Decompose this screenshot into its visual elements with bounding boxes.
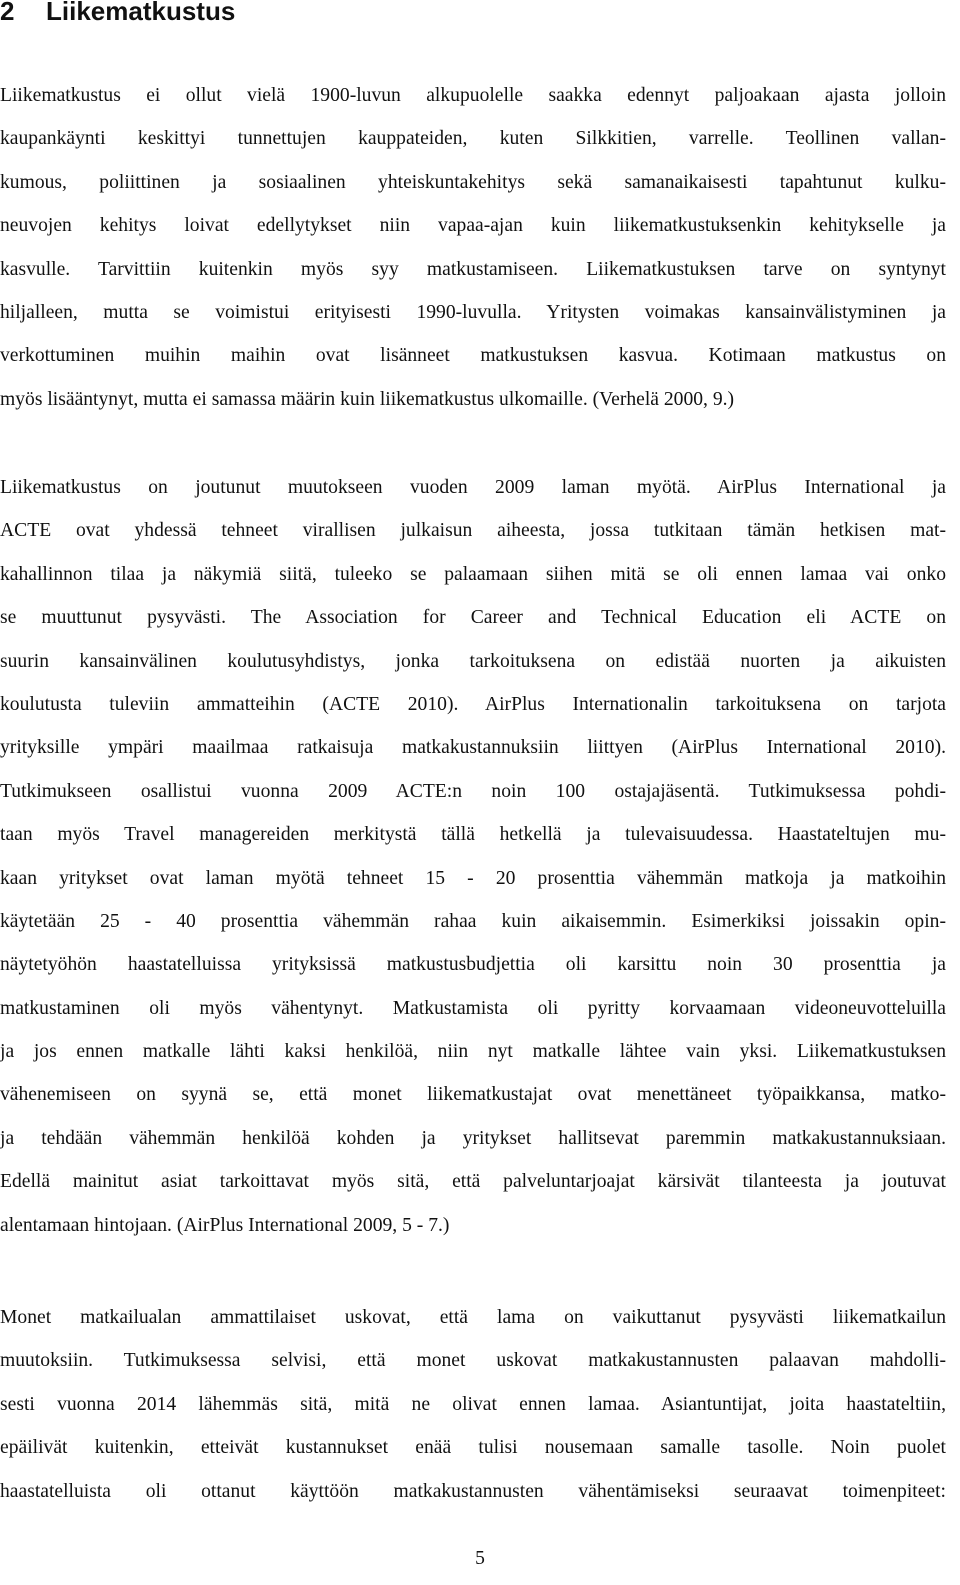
text-line: käytetään 25 - 40 prosenttia vähemmän rahaa kuin aikaisemmin. Esimerkiksi joissakin opin- [0, 910, 946, 932]
section-number: 2 [0, 0, 15, 26]
text-line: Monet matkailualan ammattilaiset uskovat, että lama on vaikuttanut pysyvästi liikematkailun [0, 1307, 946, 1328]
text-line: ja tehdään vähemmän henkilöä kohden ja yritykset hallitsevat paremmin matkakustannuksiaan. [0, 1127, 946, 1149]
text-line: Tutkimukseen osallistui vuonna 2009 ACTE:n noin 100 ostajajäsentä. Tutkimuksessa pohdi- [0, 780, 946, 802]
text-line: kahallinnon tilaa ja näkymiä siitä, tuleeko se palaamaan siihen mitä se oli ennen lamaa vai onko [0, 563, 946, 585]
text-line: Liikematkustus ei ollut vielä 1900-luvun alkupuolelle saakka edennyt paljoakaan ajasta jolloin [0, 85, 946, 106]
text-line: ja jos ennen matkalle lähti kaksi henkilöä, niin nyt matkalle lähtee vain yksi. Liikematkustuksen [0, 1041, 946, 1063]
text-line: muutoksiin. Tutkimuksessa selvisi, että monet uskovat matkakustannusten palaavan mahdolli- [0, 1350, 946, 1372]
text-line: koulutusta tuleviin ammatteihin (ACTE 2010). AirPlus Internationalin tarkoituksena on tarjota [0, 693, 946, 715]
text-line: kumous, poliittinen ja sosiaalinen yhteiskuntakehitys sekä samanaikaisesti tapahtunut kulku- [0, 171, 946, 193]
text-line: Liikematkustus on joutunut muutokseen vuoden 2009 laman myötä. AirPlus International ja [0, 477, 946, 498]
text-line: taan myös Travel managereiden merkitystä tällä hetkellä ja tulevaisuudessa. Haastateltujen mu- [0, 824, 946, 846]
text-line: kaupankäynti keskittyi tunnettujen kauppateiden, kuten Silkkitien, varrelle. Teollinen vallan- [0, 128, 946, 150]
page-number: 5 [475, 1548, 485, 1569]
text-line: alentamaan hintojaan. (AirPlus International 2009, 5 - 7.) [0, 1214, 450, 1236]
text-line: ACTE ovat yhdessä tehneet virallisen julkaisun aiheesta, jossa tutkitaan tämän hetkisen mat- [0, 520, 946, 542]
text-line: suurin kansainvälinen koulutusyhdistys, jonka tarkoituksena on edistää nuorten ja aikuisten [0, 650, 946, 672]
text-line: näytetyöhön haastatelluissa yrityksissä matkustusbudjettia oli karsittu noin 30 prosenttia ja [0, 954, 946, 976]
text-line: hiljalleen, mutta se voimistui erityisesti 1990-luvulla. Yritysten voimakas kansainvälistyminen ja [0, 301, 946, 323]
text-line: matkustaminen oli myös vähentynyt. Matkustamista oli pyritty korvaamaan videoneuvotteluilla [0, 997, 946, 1019]
paragraph-1 [0, 74, 946, 421]
text-line: verkottuminen muihin maihin ovat lisänneet matkustuksen kasvua. Kotimaan matkustus on [0, 345, 946, 367]
text-line: se muuttunut pysyvästi. The Association for Career and Technical Education eli ACTE on [0, 607, 946, 629]
section-heading [0, 0, 235, 28]
section-title: Liikematkustus [46, 0, 236, 26]
text-line: kaan yritykset ovat laman myötä tehneet 15 - 20 prosenttia vähemmän matkoja ja matkoihin [0, 867, 946, 889]
text-line: myös lisääntynyt, mutta ei samassa määrin kuin liikematkustus ulkomaille. (Verhelä 2000, 9.) [0, 388, 735, 410]
text-line: neuvojen kehitys loivat edellytykset niin vapaa-ajan kuin liikematkustuksenkin kehitykselle ja [0, 215, 946, 237]
text-line: haastatelluista oli ottanut käyttöön matkakustannusten vähentämiseksi seuraavat toimenpiteet: [0, 1480, 946, 1502]
text-line: epäilivät kuitenkin, etteivät kustannukset enää tulisi nousemaan samalle tasolle. Noin puolet [0, 1437, 946, 1459]
text-line: sesti vuonna 2014 lähemmäs sitä, mitä ne olivat ennen lamaa. Asiantuntijat, joita haastateltiin, [0, 1393, 946, 1415]
text-line: vähenemiseen on syynä se, että monet liikematkustajat ovat menettäneet työpaikkansa, matko- [0, 1084, 946, 1106]
text-line: yrityksille ympäri maailmaa ratkaisuja matkakustannuksiin liittyen (AirPlus International 2010). [0, 737, 946, 759]
text-line: kasvulle. Tarvittiin kuitenkin myös syy matkustamiseen. Liikematkustuksen tarve on syntynyt [0, 258, 946, 280]
paragraph-2 [0, 466, 946, 1247]
paragraph-3 [0, 1296, 946, 1513]
text-line: Edellä mainitut asiat tarkoittavat myös sitä, että palveluntarjoajat kärsivät tilanteesta ja joutuvat [0, 1171, 946, 1193]
